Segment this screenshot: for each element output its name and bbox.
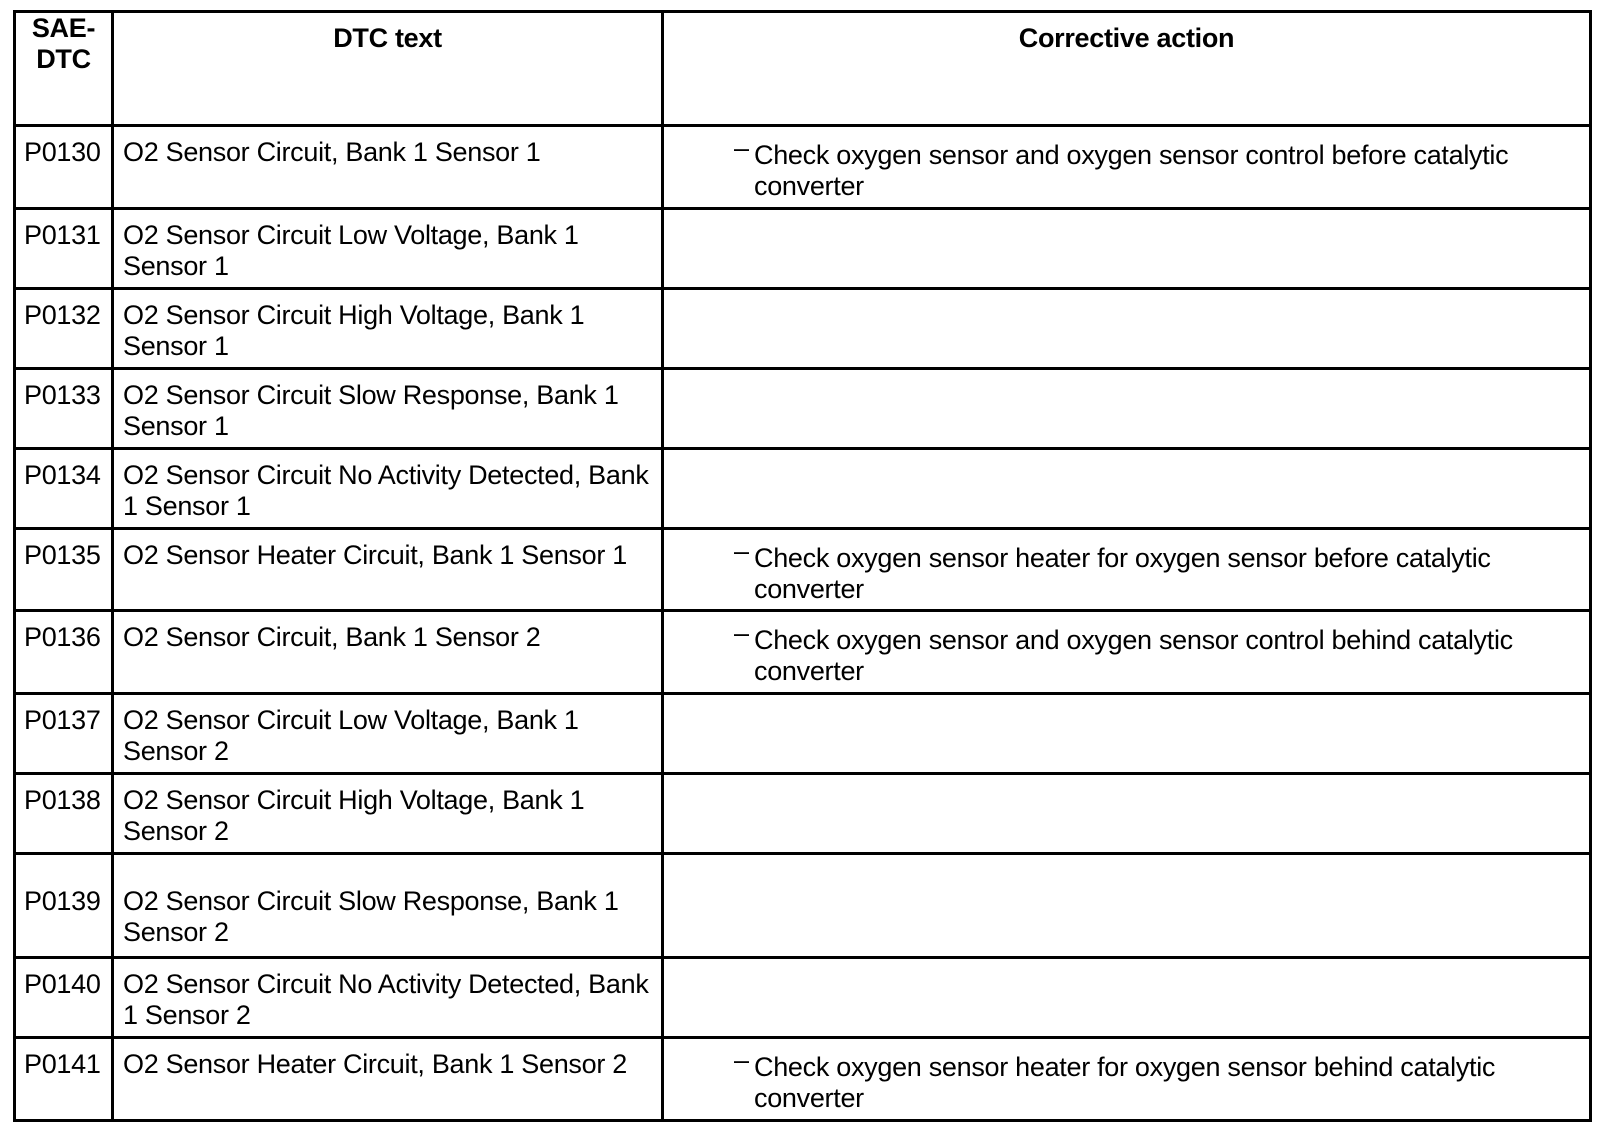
- table-row: [15, 529, 1591, 611]
- table-row: [15, 449, 1591, 529]
- dash-bullet: –: [734, 133, 749, 163]
- table-row: [15, 209, 1591, 289]
- corrective-action: [663, 449, 1591, 529]
- dtc-code: P0137: [15, 694, 113, 774]
- dtc-code: P0132: [15, 289, 113, 369]
- table-row: [15, 126, 1591, 209]
- dtc-code: P0139: [15, 854, 113, 958]
- table-row: [15, 369, 1591, 449]
- table-row: [15, 694, 1591, 774]
- dash-bullet: –: [734, 536, 749, 566]
- dtc-text: O2 Sensor Circuit Low Voltage, Bank 1 Sensor 2: [113, 694, 663, 774]
- dash-bullet: –: [734, 618, 749, 648]
- dtc-text: O2 Sensor Circuit High Voltage, Bank 1 Sensor 1: [113, 289, 663, 369]
- corrective-action: [663, 369, 1591, 449]
- dtc-code: P0135: [15, 529, 113, 611]
- table-row: [15, 854, 1591, 958]
- header-sae-dtc-line1: SAE-: [31, 13, 96, 43]
- table-row: [15, 611, 1591, 694]
- dtc-code: P0140: [15, 958, 113, 1038]
- dtc-text: O2 Sensor Circuit Low Voltage, Bank 1 Sensor 1: [113, 209, 663, 289]
- dtc-code: P0138: [15, 774, 113, 854]
- corrective-action: [663, 611, 1591, 694]
- dtc-table: [13, 10, 1592, 1122]
- header-sae-dtc-line2: DTC: [36, 44, 91, 74]
- dtc-code: P0134: [15, 449, 113, 529]
- dtc-text: O2 Sensor Circuit, Bank 1 Sensor 2: [113, 611, 663, 694]
- corrective-action: [663, 529, 1591, 611]
- corrective-action: [663, 774, 1591, 854]
- dtc-code: P0130: [15, 126, 113, 209]
- header-sae-dtc: [15, 12, 113, 126]
- table-row: [15, 289, 1591, 369]
- corrective-action: [663, 1038, 1591, 1121]
- dtc-text: O2 Sensor Circuit Slow Response, Bank 1 Sensor 1: [113, 369, 663, 449]
- table-row: [15, 1038, 1591, 1121]
- corrective-action-text: Check oxygen sensor and oxygen sensor control behind catalytic converter: [754, 625, 1513, 686]
- corrective-action: [663, 958, 1591, 1038]
- corrective-action: [663, 694, 1591, 774]
- dtc-code: P0136: [15, 611, 113, 694]
- header-corrective-action: Corrective action: [663, 12, 1591, 126]
- dtc-text: O2 Sensor Heater Circuit, Bank 1 Sensor 2: [113, 1038, 663, 1121]
- corrective-action-text: Check oxygen sensor heater for oxygen sensor before catalytic converter: [754, 543, 1491, 604]
- corrective-action: [663, 126, 1591, 209]
- dtc-text: O2 Sensor Circuit No Activity Detected, Bank 1 Sensor 2: [113, 958, 663, 1038]
- table-header-row: [15, 12, 1591, 126]
- dtc-text: O2 Sensor Circuit No Activity Detected, Bank 1 Sensor 1: [113, 449, 663, 529]
- dtc-text: O2 Sensor Circuit Slow Response, Bank 1 Sensor 2: [113, 854, 663, 958]
- dash-bullet: –: [734, 1045, 749, 1075]
- dtc-code: P0133: [15, 369, 113, 449]
- corrective-action-text: Check oxygen sensor and oxygen sensor control before catalytic converter: [754, 140, 1509, 201]
- table-row: [15, 774, 1591, 854]
- dtc-text: O2 Sensor Heater Circuit, Bank 1 Sensor 1: [113, 529, 663, 611]
- table-row: [15, 958, 1591, 1038]
- dtc-code: P0141: [15, 1038, 113, 1121]
- corrective-action: [663, 289, 1591, 369]
- corrective-action: [663, 209, 1591, 289]
- corrective-action-text: Check oxygen sensor heater for oxygen sensor behind catalytic converter: [754, 1052, 1496, 1113]
- corrective-action: [663, 854, 1591, 958]
- dtc-code: P0131: [15, 209, 113, 289]
- dtc-text: O2 Sensor Circuit High Voltage, Bank 1 Sensor 2: [113, 774, 663, 854]
- dtc-text: O2 Sensor Circuit, Bank 1 Sensor 1: [113, 126, 663, 209]
- header-dtc-text: DTC text: [113, 12, 663, 126]
